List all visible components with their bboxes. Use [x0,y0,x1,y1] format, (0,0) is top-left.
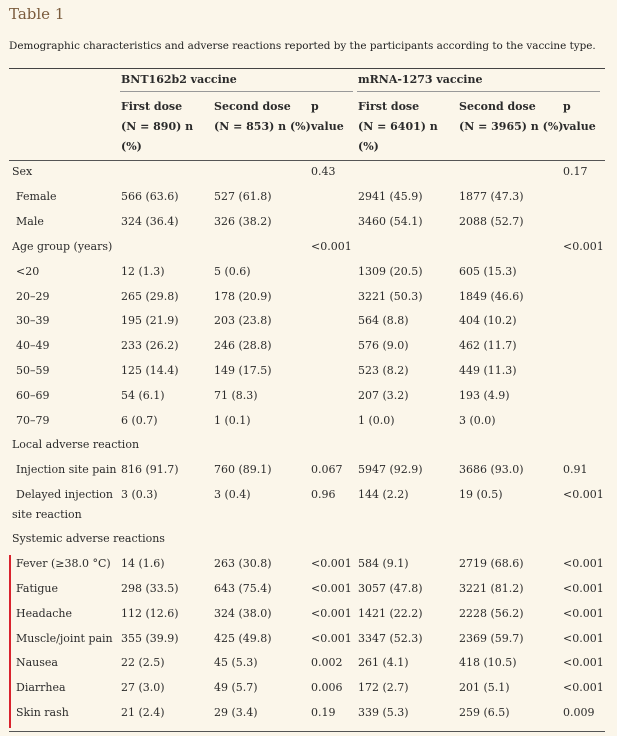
subheader-bnt-second-dose-line: Second dose [214,100,291,113]
group-header-bnt: BNT162b2 vaccine [121,73,237,86]
table-cell-c4: 584 (9.1) [358,557,409,570]
table-cell-c1: 6 (0.7) [121,414,158,427]
table-cell-c5: 3686 (93.0) [459,463,524,476]
table-cell-c4: 1309 (20.5) [358,265,423,278]
table-cell-c1: 355 (39.9) [121,632,179,645]
table-bottom-rule [9,731,605,732]
group-underline-bnt [120,91,353,92]
table-cell-c5: 201 (5.1) [459,681,510,694]
table-cell-c3: 0.19 [311,706,336,719]
table-cell-c1: 324 (36.4) [121,215,179,228]
table-cell-c4: 523 (8.2) [358,364,409,377]
table-cell-c2: 643 (75.4) [214,582,272,595]
section-label: Systemic adverse reactions [12,532,165,545]
table-cell-c2: 246 (28.8) [214,339,272,352]
table-cell-c5: 1877 (47.3) [459,190,524,203]
section-label: Sex [12,165,33,178]
table-cell-c5: 193 (4.9) [459,389,510,402]
subheader-bnt-second-dose-line: (N = 853) n (%) [214,120,311,133]
row-label: Fatigue [16,582,59,595]
table-cell-c2: 49 (5.7) [214,681,258,694]
row-label: 60–69 [16,389,50,402]
row-label: Fever (≥38.0 °C) [16,557,111,570]
table-cell-c2: 178 (20.9) [214,290,272,303]
table-cell-c1: 816 (91.7) [121,463,179,476]
row-label: 30–39 [16,314,50,327]
table-cell-c3: <0.001 [311,607,352,620]
subheader-bnt-first-dose-line: (N = 890) n [121,120,194,133]
table-cell-c1: 54 (6.1) [121,389,165,402]
table-cell-c4: 5947 (92.9) [358,463,423,476]
subheader-mrna-first-dose-line: First dose [358,100,420,113]
table-cell-c3: <0.001 [311,557,352,570]
table-cell-c6: 0.91 [563,463,588,476]
table-cell-c1: 22 (2.5) [121,656,165,669]
row-label-continuation: site reaction [12,508,82,521]
row-label: Muscle/joint pain [16,632,113,645]
row-label: Male [16,215,44,228]
table-cell-c5: 418 (10.5) [459,656,517,669]
table-cell-c1: 112 (12.6) [121,607,179,620]
table-cell-c6: 0.009 [563,706,595,719]
table-cell-c4: 1421 (22.2) [358,607,423,620]
table-cell-c2: 263 (30.8) [214,557,272,570]
table-cell-c5: 2088 (52.7) [459,215,524,228]
row-label: Skin rash [16,706,69,719]
table-cell-c3: 0.96 [311,488,336,501]
table-title: Table 1 [9,5,65,23]
table-cell-c5: 2369 (59.7) [459,632,524,645]
table-cell-c5: 259 (6.5) [459,706,510,719]
systemic-highlight-bar [9,555,11,728]
table-cell-c4: 1 (0.0) [358,414,395,427]
table-cell-c6: 0.17 [563,165,588,178]
table-cell-c6: <0.001 [563,681,604,694]
table-cell-c6: <0.001 [563,582,604,595]
row-label: 20–29 [16,290,50,303]
table-cell-c1: 566 (63.6) [121,190,179,203]
row-label: Delayed injection [16,488,113,501]
row-label: Female [16,190,57,203]
table-cell-c1: 265 (29.8) [121,290,179,303]
table-cell-c2: 324 (38.0) [214,607,272,620]
table-cell-c1: 27 (3.0) [121,681,165,694]
table-cell-c3: <0.001 [311,240,352,253]
table-cell-c4: 2941 (45.9) [358,190,423,203]
header-bottom-rule [9,160,605,161]
table-cell-c5: 19 (0.5) [459,488,503,501]
subheader-mrna-p-value-line: value [563,120,596,133]
table-cell-c3: 0.002 [311,656,343,669]
table-cell-c5: 462 (11.7) [459,339,517,352]
table-cell-c5: 1849 (46.6) [459,290,524,303]
row-label: Headache [16,607,73,620]
row-label: 50–59 [16,364,50,377]
table-cell-c4: 144 (2.2) [358,488,409,501]
table-cell-c5: 2719 (68.6) [459,557,524,570]
table-cell-c2: 203 (23.8) [214,314,272,327]
row-label: Injection site pain [16,463,117,476]
table-cell-c4: 207 (3.2) [358,389,409,402]
table-cell-c6: <0.001 [563,607,604,620]
table-cell-c2: 29 (3.4) [214,706,258,719]
table-cell-c2: 71 (8.3) [214,389,258,402]
table-cell-c6: <0.001 [563,656,604,669]
table-cell-c1: 195 (21.9) [121,314,179,327]
table-cell-c2: 149 (17.5) [214,364,272,377]
table-cell-c2: 5 (0.6) [214,265,251,278]
table-cell-c4: 172 (2.7) [358,681,409,694]
group-underline-mrna [357,91,600,92]
subheader-mrna-first-dose-line: (N = 6401) n [358,120,438,133]
row-label: 70–79 [16,414,50,427]
table-cell-c4: 564 (8.8) [358,314,409,327]
table-cell-c4: 3057 (47.8) [358,582,423,595]
table-cell-c5: 449 (11.3) [459,364,517,377]
subheader-mrna-p-value-line: p [563,100,571,113]
table-cell-c3: 0.006 [311,681,343,694]
subheader-mrna-second-dose-line: Second dose [459,100,536,113]
table-cell-c4: 3460 (54.1) [358,215,423,228]
table-cell-c6: <0.001 [563,240,604,253]
group-header-mrna: mRNA-1273 vaccine [358,73,483,86]
table-top-rule [9,68,605,69]
subheader-bnt-p-value-line: value [311,120,344,133]
table-cell-c2: 3 (0.4) [214,488,251,501]
table-cell-c6: <0.001 [563,557,604,570]
table-cell-c4: 3347 (52.3) [358,632,423,645]
table-cell-c1: 125 (14.4) [121,364,179,377]
table-cell-c4: 339 (5.3) [358,706,409,719]
table-cell-c6: <0.001 [563,488,604,501]
subheader-bnt-p-value-line: p [311,100,319,113]
subheader-bnt-first-dose-line: First dose [121,100,183,113]
table-cell-c5: 3221 (81.2) [459,582,524,595]
section-label: Local adverse reaction [12,438,140,451]
row-label: Nausea [16,656,58,669]
row-label: 40–49 [16,339,50,352]
table-cell-c1: 298 (33.5) [121,582,179,595]
table-cell-c6: <0.001 [563,632,604,645]
table-cell-c5: 2228 (56.2) [459,607,524,620]
table-cell-c3: <0.001 [311,632,352,645]
table-cell-c2: 527 (61.8) [214,190,272,203]
table-cell-c1: 12 (1.3) [121,265,165,278]
table-cell-c2: 45 (5.3) [214,656,258,669]
row-label: <20 [16,265,40,278]
table-cell-c1: 233 (26.2) [121,339,179,352]
table-cell-c1: 21 (2.4) [121,706,165,719]
table-cell-c4: 261 (4.1) [358,656,409,669]
row-label: Diarrhea [16,681,66,694]
table-cell-c4: 3221 (50.3) [358,290,423,303]
subheader-bnt-first-dose-line: (%) [121,140,142,153]
table-cell-c5: 3 (0.0) [459,414,496,427]
table-cell-c1: 14 (1.6) [121,557,165,570]
table-cell-c5: 605 (15.3) [459,265,517,278]
table-cell-c1: 3 (0.3) [121,488,158,501]
table-cell-c2: 760 (89.1) [214,463,272,476]
table-caption: Demographic characteristics and adverse reactions reported by the participants according to the vaccine type. [9,40,596,52]
table-cell-c5: 404 (10.2) [459,314,517,327]
table-cell-c2: 326 (38.2) [214,215,272,228]
table-cell-c3: <0.001 [311,582,352,595]
table-cell-c4: 576 (9.0) [358,339,409,352]
table-cell-c3: 0.067 [311,463,343,476]
table-cell-c2: 1 (0.1) [214,414,251,427]
table-cell-c2: 425 (49.8) [214,632,272,645]
subheader-mrna-first-dose-line: (%) [358,140,379,153]
table-cell-c3: 0.43 [311,165,336,178]
section-label: Age group (years) [12,240,113,253]
subheader-mrna-second-dose-line: (N = 3965) n (%) [459,120,564,133]
